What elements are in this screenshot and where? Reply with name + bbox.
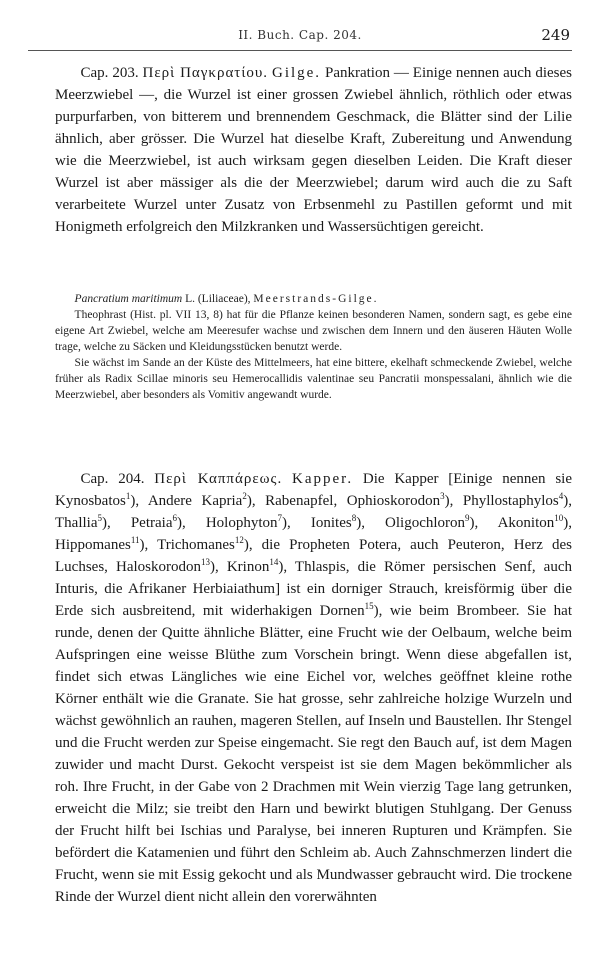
footnote-ref: 1 — [125, 491, 131, 501]
text-segment: Die Kapper [Einige nennen sie Kynosbatos — [55, 471, 572, 509]
footnote-ref: 12 — [234, 535, 244, 545]
text-segment: ), Krinon — [210, 559, 270, 575]
footnote-ref: 5 — [97, 513, 102, 523]
chapter-203-text: Pankration — Einige nennen auch dieses Meerzwiebel —, die Wurzel ist einer grossen Zwiebel ähnlich, röthlich oder etwas purpurfarben, von bitterem und brennendem Geschmack, die Blätter sind der Lilie ähnlich, aber grösser. Die Wurzel hat dieselbe Kraft, Zubereitung und Anwendung wie die Meerzwiebel, ist auch wirksam gegen dieselben Leiden. Die Kraft dieser Wurzel ist aber mässiger als die der Meerzwiebel; darum wird auch die zu Saft verarbeitete Wurzel unter Zusatz von Erbsenmehl zu Pastillen geformt und mit Honigmeth erfolgreich den Milzkranken und Wassersüchtigen gereicht. — [55, 65, 573, 235]
text-segment: ), Oligochloron — [356, 515, 466, 531]
note-habitat: Sie wächst im Sande an der Küste des Mittelmeers, hat eine bittere, ekelhaft schmeckende Zwiebel, welche früher als Radix Scillae minoris seu Hemerocallidis valentinae seu Pancratii monspessalani, ähnlich wie die Meerzwiebel, aber besonders als Vomitiv angewandt wurde. — [55, 357, 572, 401]
chapter-204-paragraph — [55, 468, 572, 908]
chapter-203-notes — [55, 291, 572, 403]
footnote-ref: 14 — [269, 557, 279, 567]
running-head — [30, 28, 570, 46]
chapter-203-greek-title: Περὶ Παγκρατίου. — [142, 65, 269, 81]
footnote-ref: 3 — [440, 491, 445, 501]
text-segment: ), Thallia — [55, 493, 572, 531]
text-segment: ), Andere Kapria — [130, 493, 243, 509]
text-segment: ), Trichomanes — [139, 537, 235, 553]
chapter-204-greek-title: Περὶ Καππάρεως. — [154, 471, 283, 487]
chapter-203 — [55, 62, 572, 238]
header-rule — [28, 50, 572, 51]
chapter-204-number: Cap. 204. — [80, 471, 145, 487]
species-name: Pancratium maritimum — [74, 293, 183, 305]
chapter-204 — [55, 468, 572, 908]
text-segment: ), Petraia — [101, 515, 173, 531]
footnote-ref: 6 — [172, 513, 177, 523]
chapter-203-paragraph — [55, 62, 572, 238]
footnote-ref: 15 — [364, 601, 374, 611]
footnote-ref: 13 — [201, 557, 210, 567]
footnote-ref: 10 — [554, 513, 564, 523]
text-segment: ), wie beim Brombeer. Sie hat runde, denen der Quitte ähnliche Blätter, eine Frucht wie der Oelbaum, welche beim Aufspringen eine weisse Blüthe zum Vorschein bringt. Wenn diese abgefallen ist, findet sich etwas Längliches wie eine Eichel vor, welches geöffnet kleine rothe Körner enthält wie die Granate. Sie hat grosse, sehr zahlreiche holzige Wurzeln und wächst gewöhnlich an rauhen, mageren Stellen, auf Inseln und Baustellen. Ihr Stengel und die Frucht werden zur Speise eingemacht. Sie regt den Bauch auf, ist dem Magen zuwider und macht Durst. Gekocht verspeist ist sie dem Magen bekömmlicher als roh. Ihre Frucht, in der Gabe von 2 Drachmen mit Wein vierzig Tage lang getrunken, erweicht die Milz; sie treibt den Harn und bewirkt blutigen Stuhlgang. Der Genuss der Frucht hilft bei Ischias und Paralyse, bei inneren Rupturen und Krämpfen. Sie befördert die Katamenien und führt den Schleim ab. Auch Zahnschmerzen lindert die Frucht, wenn sie mit Essig gekocht und als Mundwasser gebraucht wird. Die trockene Rinde der Wurzel dient nicht allein den vorerwähnten — [55, 603, 572, 905]
species-line — [55, 291, 572, 307]
text-segment: ), Ionites — [282, 515, 352, 531]
footnote-ref: 4 — [558, 491, 564, 501]
text-segment: ), Hippomanes — [55, 515, 572, 553]
footnote-ref: 2 — [242, 491, 247, 501]
chapter-203-name: Gilge. — [271, 65, 322, 81]
text-segment: ), Phyllostaphylos — [444, 493, 559, 509]
text-segment: ), Holophyton — [176, 515, 278, 531]
footnote-ref: 11 — [130, 535, 140, 545]
page-number: 249 — [541, 26, 570, 44]
species-rest: L. (Liliaceae), — [182, 293, 254, 305]
text-segment: ), Akoniton — [469, 515, 555, 531]
footnote-ref: 8 — [351, 513, 357, 523]
footnote-ref: 7 — [277, 513, 283, 523]
running-title: II. Buch. Cap. 204. — [238, 28, 362, 42]
text-segment: ), Rabenapfel, Ophioskorodon — [246, 493, 441, 509]
text-segment: ), Thlaspis, die Römer persischen Senf, auch Inturis, die Afrikaner Herbiaiathum] ist ein dorniger Strauch, kreisförmig über die Erde sich ausbreitend, mit widerhakigen Dornen — [55, 559, 572, 619]
chapter-203-number: Cap. 203. — [80, 65, 139, 81]
chapter-204-name: Kapper. — [292, 471, 354, 487]
text-segment: ), die Propheten Potera, auch Peuteron, Herz des Luchses, Haloskorodon — [55, 537, 572, 575]
species-common-name: Meerstrands-Gilge. — [253, 293, 379, 305]
footnote-ref: 9 — [465, 513, 470, 523]
note-theophrast: Theophrast (Hist. pl. VII 13, 8) hat für die Pflanze keinen besonderen Namen, sondern sagt, es gebe eine eigene Art Zwiebel, welche am Meeresufer wachse und zwischen dem Innern und den äuseren Häuten Wolle trage, welche zu Säcken und Kleidungsstücken benutzt werde. — [55, 309, 572, 353]
